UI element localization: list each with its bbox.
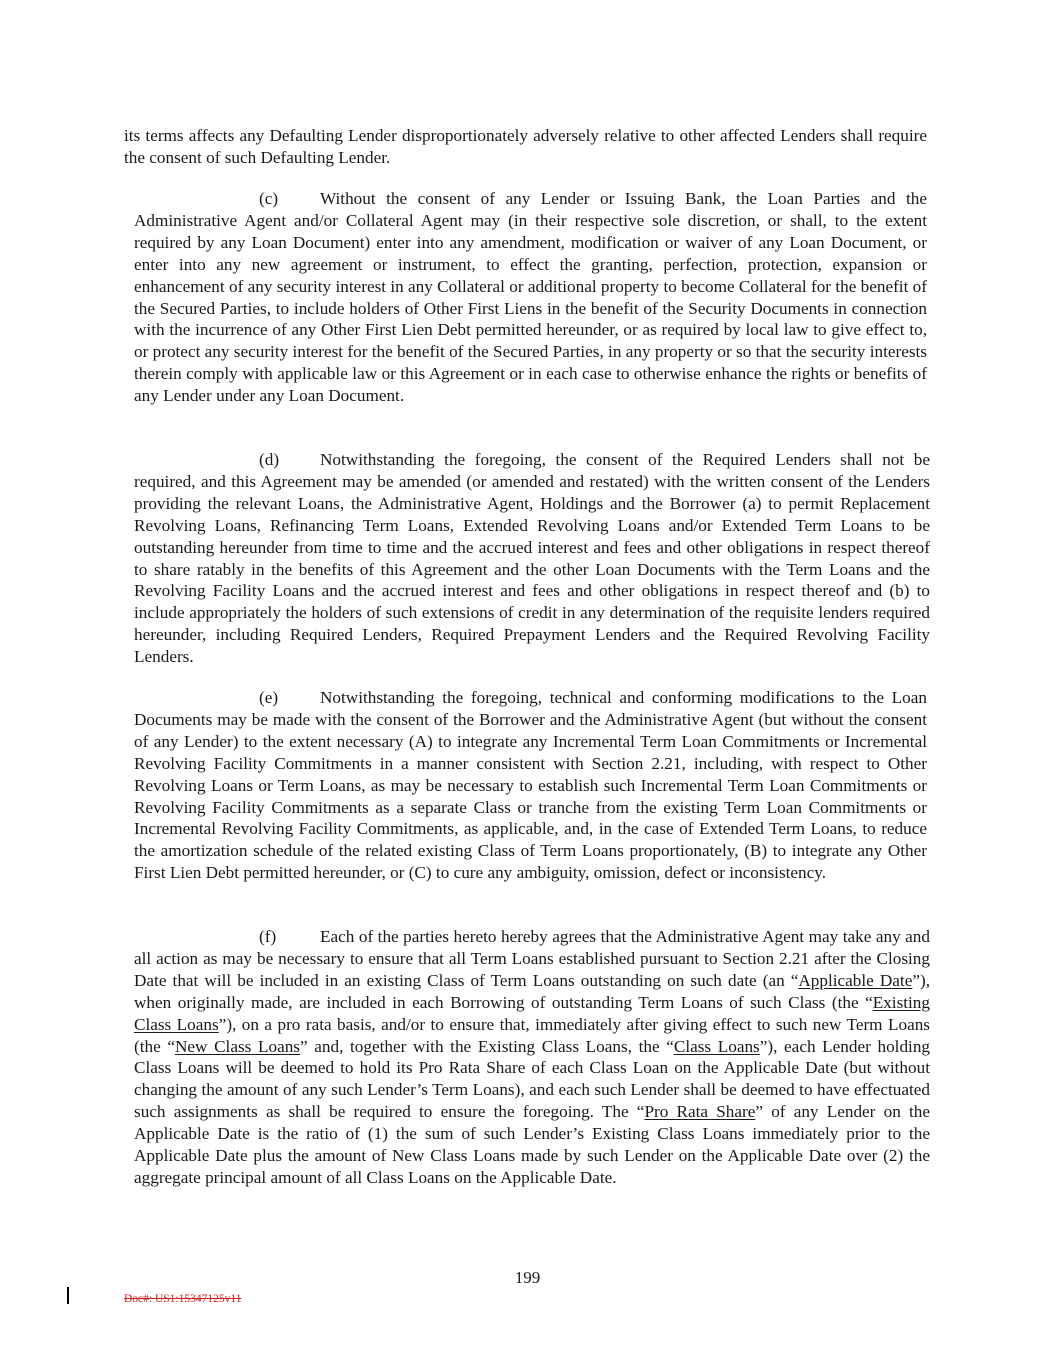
paragraph-text: ” of any Lender on the Applicable Date is the ratio of (1) the sum of such Lender’s Existing Class Loans immediately prior to the Applicable Date plus the amount of New Class Loans made by such Lender on the Applicable Date over (2) the aggregate principal amount of all Class Loans on the Applicable Date.: [134, 1102, 930, 1187]
paragraph-text: Notwithstanding the foregoing, the consent of the Required Lenders shall not be required, and this Agreement may be amended (or amended and restated) with the written consent of the Lenders providing the relevant Loans, the Administrative Agent, Holdings and the Borrower (a) to permit Replacement Revolving Loans, Refinancing Term Loans, Extended Revolving Loans and/or Extended Term Loans to be outstanding hereunder from time to time and the accrued interest and fees and other obligations in respect thereof to share ratably in the benefits of this Agreement and the other Loan Documents with the Term Loans and the Revolving Facility Loans and the accrued interest and fees and other obligations in respect thereof and (b) to include appropriately the holders of such extensions of credit in any determination of the requisite lenders required hereunder, including Required Lenders, Required Prepayment Lenders and the Required Revolving Facility Lenders.: [134, 450, 930, 667]
paragraph-text: Notwithstanding the foregoing, technical and conforming modifications to the Loan Documents may be made with the consent of the Borrower and the Administrative Agent (but without the consent of any Lender) to the extent necessary (A) to integrate any Incremental Term Loan Commitments or Incremental Revolving Facility Commitments in a manner consistent with Section 2.21, including, with respect to Other Revolving Loans or Term Loans, as may be necessary to establish such Incremental Term Loan Commitments or Revolving Facility Commitments as a separate Class or tranche from the existing Term Loan Commitments or Incremental Revolving Facility Commitments, as applicable, and, in the case of Extended Term Loans, to reduce the amortization schedule of the related existing Class of Term Loans proportionately, (B) to integrate any Other First Lien Debt permitted hereunder, or (C) to cure any ambiguity, omission, defect or inconsistency.: [134, 688, 927, 883]
defined-term-class-loans: Class Loans: [673, 1036, 760, 1056]
document-id: Doc#: US1:15347125v11: [124, 1293, 242, 1305]
paragraph-text: ”), on a pro rata basis, and/or to ensure that, immediately after giving effect to such new Term Loans (the “: [134, 1014, 930, 1056]
paragraph-f: [134, 926, 930, 1189]
paragraph-text: ”), when originally made, are included in each Borrowing of outstanding Term Loans of such Class (the “: [134, 970, 930, 1012]
paragraph-e: [134, 687, 927, 884]
paragraph-text: its terms affects any Defaulting Lender disproportionately adversely relative to other affected Lenders shall require the consent of such Defaulting Lender.: [124, 126, 927, 167]
paragraph-marker: (d): [259, 450, 280, 469]
paragraph-carryover: [124, 125, 927, 169]
defined-term-pro-rata-share: Pro Rata Share: [644, 1102, 756, 1122]
paragraph-c: [134, 188, 927, 407]
paragraph-marker: (e): [259, 688, 279, 707]
paragraph-text: Without the consent of any Lender or Issuing Bank, the Loan Parties and the Administrative Agent and/or Collateral Agent may (in their respective sole discretion, or shall, to the extent required by any Loan Document) enter into any amendment, modification or waiver of any Loan Document, or enter into any new agreement or instrument, to effect the granting, perfection, protection, expansion or enhancement of any security interest in any Collateral or additional property to become Collateral for the benefit of the Secured Parties, to include holders of Other First Liens in the benefit of the Security Documents in connection with the incurrence of any Other First Lien Debt permitted hereunder, or as required by local law to give effect to, or protect any security interest for the benefit of the Secured Parties, in any property or so that the security interests therein comply with applicable law or this Agreement or in each case to otherwise enhance the rights or benefits of any Lender under any Loan Document.: [134, 189, 927, 406]
revision-change-bar: [67, 1287, 69, 1304]
defined-term-applicable-date: Applicable Date: [798, 970, 913, 990]
paragraph-text: ”), each Lender holding Class Loans will be deemed to hold its Pro Rata Share of each Class Loan on the Applicable Date (but without changing the amount of any such Lender’s Term Loans), and each such Lender shall be deemed to have effectuated such assignments as shall be required to ensure the foregoing. The “: [134, 1036, 931, 1122]
paragraph-text: ” and, together with the Existing Class Loans, the “: [300, 1036, 674, 1056]
page-number: 199: [514, 1268, 541, 1287]
paragraph-d: [134, 449, 930, 668]
defined-term-new-class-loans: New Class Loans: [175, 1036, 300, 1056]
paragraph-marker: (f): [259, 927, 277, 946]
defined-term-existing-class-loans: Existing Class Loans: [134, 992, 930, 1034]
paragraph-marker: (c): [259, 189, 279, 208]
paragraph-text: Each of the parties hereto hereby agrees that the Administrative Agent may take any and all action as may be necessary to ensure that all Term Loans established pursuant to Section 2.21 after the Closing Date that will be included in an existing Class of Term Loans outstanding on such date (an “: [134, 927, 930, 990]
